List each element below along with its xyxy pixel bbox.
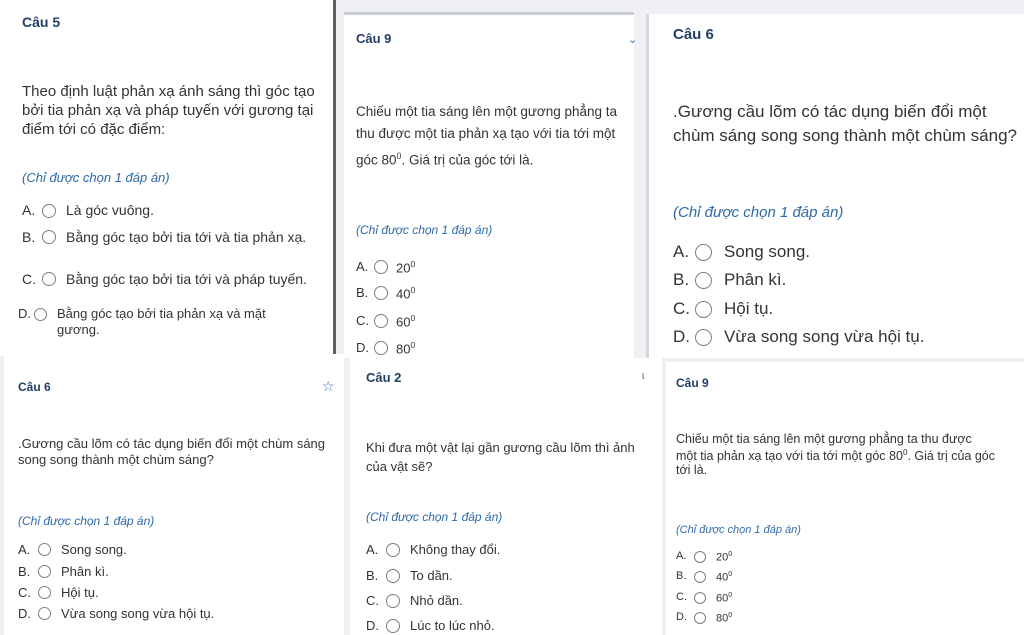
option-d[interactable] — [18, 306, 307, 338]
option-text: Hội tụ. — [724, 299, 774, 318]
option-value: 20 — [716, 551, 729, 564]
option-letter: A. — [22, 202, 36, 218]
question-text — [676, 432, 996, 477]
question-card-cau-9-small — [666, 362, 1024, 635]
flag-icon[interactable]: ɩ — [642, 370, 645, 382]
radio-button[interactable] — [695, 329, 712, 346]
radio-button[interactable] — [38, 565, 51, 578]
radio-button[interactable] — [386, 619, 400, 633]
option-c[interactable] — [673, 299, 773, 319]
option-text: Song song. — [61, 542, 127, 557]
question-card-cau-5 — [0, 0, 336, 356]
question-text-tail: . Giá trị của góc tới là. — [401, 152, 534, 168]
option-b[interactable] — [676, 570, 732, 584]
question-text: .Gương cầu lõm có tác dụng biến đổi một chùm sáng song song thành một chùm sáng? — [18, 436, 326, 467]
option-a[interactable] — [673, 242, 810, 262]
question-title: Câu 2 — [366, 370, 402, 385]
radio-button[interactable] — [38, 586, 51, 599]
option-letter: D. — [366, 618, 379, 633]
option-c[interactable] — [356, 313, 415, 329]
question-text: .Gương cầu lõm có tác dụng biến đổi một chùm sáng song song thành một chùm sáng? — [673, 102, 1017, 145]
option-b[interactable] — [22, 228, 316, 247]
option-text: Bằng góc tạo bởi tia tới và pháp tuyến. — [66, 271, 307, 287]
option-b[interactable] — [18, 564, 109, 579]
option-text: Là góc vuông. — [66, 202, 154, 218]
question-text: Khi đưa một vật lại gần gương cầu lõm thì ảnh của vật sẽ? — [366, 440, 635, 474]
selection-hint: (Chỉ được chọn 1 đáp án) — [676, 524, 801, 536]
option-value: 60 — [396, 314, 411, 330]
option-letter: D. — [18, 606, 31, 621]
option-letter: C. — [18, 585, 31, 600]
radio-button[interactable] — [694, 571, 706, 583]
radio-button[interactable] — [42, 230, 56, 244]
radio-button[interactable] — [38, 607, 51, 620]
option-d[interactable] — [356, 340, 415, 356]
option-letter: B. — [22, 229, 36, 245]
question-text-tail: . Giá trị của góc tới là. — [676, 449, 995, 478]
radio-button[interactable] — [386, 543, 400, 557]
flag-icon[interactable]: ⌄ — [628, 34, 638, 46]
option-c[interactable] — [366, 593, 463, 608]
option-b[interactable] — [366, 568, 453, 583]
question-title: Câu 6 — [18, 380, 51, 394]
question-title: Câu 9 — [356, 31, 392, 46]
option-a[interactable] — [356, 259, 415, 275]
option-text — [716, 591, 732, 605]
option-letter: B. — [366, 568, 379, 583]
option-a[interactable] — [22, 202, 296, 218]
option-value: 80 — [716, 612, 729, 625]
option-c[interactable] — [22, 270, 321, 288]
option-text: Nhỏ dần. — [410, 593, 463, 608]
degree-sup: 0 — [728, 570, 733, 578]
option-letter: A. — [366, 542, 379, 557]
option-c[interactable] — [18, 585, 99, 600]
question-text-main: Chiếu một tia sáng lên một gương phẳng ta thu được một tia phản xạ tạo với tia tới một góc 80 — [676, 432, 972, 464]
option-d[interactable] — [673, 327, 924, 347]
degree-sup: 0 — [410, 259, 416, 269]
degree-sup: 0 — [410, 340, 416, 350]
option-text: To dần. — [410, 568, 453, 583]
option-b[interactable] — [356, 285, 415, 301]
option-letter: B. — [673, 270, 690, 289]
question-title: Câu 5 — [22, 14, 61, 30]
option-text: Song song. — [724, 242, 811, 261]
question-card-cau-6-small — [4, 354, 344, 635]
option-text — [396, 285, 415, 301]
option-letter: C. — [673, 299, 690, 318]
option-letter: C. — [356, 313, 369, 328]
degree-sup: 0 — [728, 550, 733, 558]
selection-hint: (Chỉ được chọn 1 đáp án) — [366, 510, 503, 524]
option-text: Hội tụ. — [61, 585, 99, 600]
option-value: 40 — [716, 571, 729, 584]
question-card-cau-6-large — [646, 14, 1024, 358]
radio-button[interactable] — [374, 260, 388, 274]
option-d[interactable] — [366, 618, 495, 633]
option-d[interactable] — [18, 606, 214, 621]
option-a[interactable] — [366, 542, 500, 557]
option-d[interactable] — [676, 611, 732, 625]
radio-button[interactable] — [694, 612, 706, 624]
radio-button[interactable] — [694, 592, 706, 604]
option-text: Bằng góc tạo bởi tia phản xạ và mặt gương. — [57, 306, 266, 337]
option-letter: D. — [18, 306, 31, 321]
selection-hint: (Chỉ được chọn 1 đáp án) — [18, 514, 155, 528]
question-text — [356, 101, 631, 172]
radio-button[interactable] — [38, 543, 51, 556]
option-b[interactable] — [673, 270, 786, 290]
option-value: 40 — [396, 286, 411, 302]
option-letter: A. — [673, 242, 690, 261]
option-text: Phân kì. — [724, 270, 787, 289]
option-letter: A. — [356, 259, 369, 274]
option-letter: B. — [18, 564, 31, 579]
radio-button[interactable] — [42, 204, 56, 218]
radio-button[interactable] — [374, 314, 388, 328]
radio-button[interactable] — [695, 244, 712, 261]
degree-sup: 0 — [902, 448, 908, 457]
option-a[interactable] — [676, 550, 732, 564]
option-text — [396, 259, 415, 275]
radio-button[interactable] — [34, 308, 47, 321]
option-letter: A. — [676, 550, 687, 562]
question-title: Câu 6 — [673, 26, 714, 43]
degree-sup: 0 — [410, 285, 416, 295]
option-text — [716, 570, 732, 584]
radio-button[interactable] — [374, 341, 388, 355]
option-letter: C. — [366, 593, 379, 608]
option-value: 60 — [716, 592, 729, 605]
option-text — [396, 313, 415, 329]
radio-button[interactable] — [374, 286, 388, 300]
selection-hint: (Chỉ được chọn 1 đáp án) — [356, 223, 493, 237]
radio-button[interactable] — [42, 272, 56, 286]
question-text: Theo định luật phản xạ ánh sáng thì góc tạo bởi tia phản xạ và pháp tuyến với gương tại điểm tới có đặc điểm: — [22, 83, 315, 138]
option-c[interactable] — [676, 591, 732, 605]
question-card-cau-2 — [350, 358, 662, 635]
option-text — [396, 340, 415, 356]
radio-button[interactable] — [386, 594, 400, 608]
option-text — [716, 550, 732, 564]
option-text: Vừa song song vừa hội tụ. — [61, 606, 215, 621]
degree-sup: 0 — [728, 611, 733, 619]
bookmark-star-icon[interactable]: ☆ — [322, 378, 335, 394]
option-a[interactable] — [18, 542, 127, 557]
option-text — [716, 611, 732, 625]
radio-button[interactable] — [695, 272, 712, 289]
option-text: Phân kì. — [61, 564, 109, 579]
option-letter: B. — [676, 570, 687, 582]
option-letter: C. — [676, 591, 687, 603]
degree-sup: 0 — [410, 313, 416, 323]
option-letter: D. — [676, 611, 687, 623]
option-letter: D. — [356, 340, 369, 355]
selection-hint: (Chỉ được chọn 1 đáp án) — [673, 204, 844, 221]
degree-sup: 0 — [396, 151, 402, 161]
degree-sup: 0 — [728, 591, 733, 599]
option-text: Lúc to lúc nhỏ. — [410, 618, 495, 633]
option-text: Bằng góc tạo bởi tia tới và tia phản xạ. — [66, 229, 307, 245]
selection-hint: (Chỉ được chọn 1 đáp án) — [22, 170, 170, 185]
radio-button[interactable] — [386, 569, 400, 583]
option-letter: D. — [673, 327, 690, 346]
radio-button[interactable] — [694, 551, 706, 563]
option-letter: B. — [356, 285, 369, 300]
option-value: 80 — [396, 341, 411, 357]
option-letter: C. — [22, 271, 36, 287]
option-text: Không thay đổi. — [410, 542, 501, 557]
question-text-main: Chiếu một tia sáng lên một gương phẳng ta thu được một tia phản xạ tạo với tia tới một góc 80 — [356, 104, 618, 168]
option-text: Vừa song song vừa hội tụ. — [724, 327, 925, 346]
question-title: Câu 9 — [676, 376, 709, 390]
option-letter: A. — [18, 542, 31, 557]
radio-button[interactable] — [695, 301, 712, 318]
question-card-cau-9 — [344, 12, 638, 358]
option-value: 20 — [396, 260, 411, 276]
